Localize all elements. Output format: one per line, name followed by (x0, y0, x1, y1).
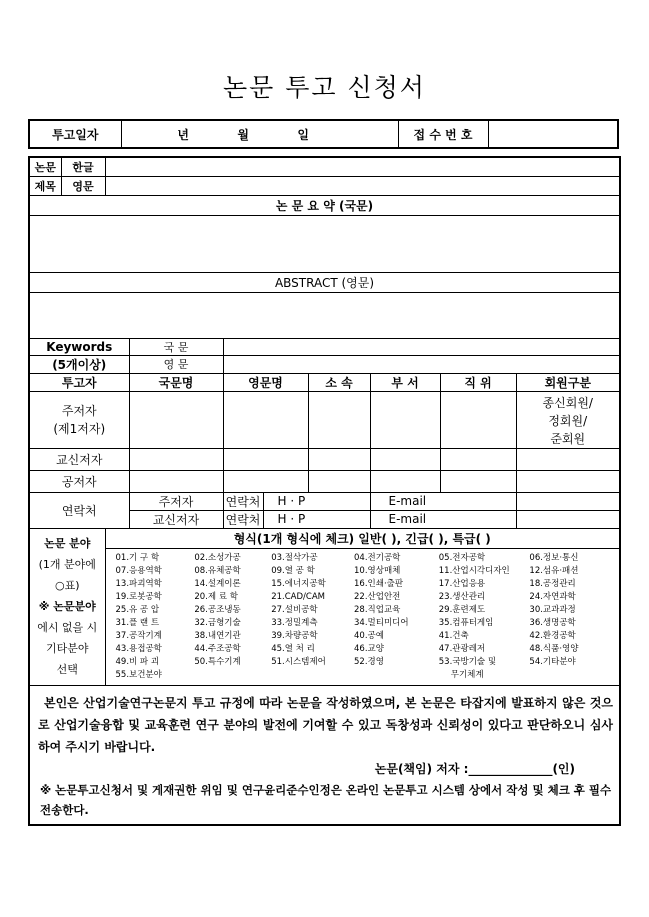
submission-notice: ※ 논문투고신청서 및 게재권한 위임 및 연구윤리준수인정은 온라인 논문투고 시스템 상에서 작성 및 체크 후 필수 전송한다. (40, 782, 612, 817)
field-column (525, 552, 619, 685)
field-option[interactable]: 41.건축 (438, 630, 469, 641)
field-column (435, 552, 526, 685)
paper-title-english-input[interactable] (105, 176, 620, 195)
field-option[interactable]: 48.식품·영양 (529, 643, 579, 654)
field-option[interactable]: 18.공정관리 (529, 578, 576, 589)
contact-label: 연락처 (29, 492, 129, 528)
author-header-korean-name: 국문명 (129, 373, 223, 391)
paper-title-label-2: 제목 (29, 176, 61, 195)
field-option[interactable]: 50.특수기계 (194, 656, 241, 667)
abstract-english-header: ABSTRACT (영문) (29, 272, 620, 292)
main-author-english-name[interactable] (223, 391, 308, 448)
field-option[interactable]: 09.열 공 학 (271, 565, 315, 576)
field-option[interactable]: 34.멀티미디어 (354, 617, 409, 628)
field-option[interactable]: 46.교양 (354, 643, 384, 654)
field-option[interactable]: 37.공작기계 (115, 630, 162, 641)
author-header-department: 부 서 (370, 373, 440, 391)
date-day-field[interactable]: 일 (251, 120, 311, 148)
field-column (106, 552, 191, 685)
author-header-english-name: 영문명 (223, 373, 308, 391)
application-form-table (28, 156, 621, 826)
contact-main-contact-label: 연락처 (223, 492, 263, 510)
contact-main-hp[interactable]: H · P (263, 492, 370, 510)
field-option[interactable]: 02.소성가공 (194, 552, 241, 563)
field-option[interactable]: 40.공예 (354, 630, 384, 641)
page-title: 논문 투고 신청서 (223, 73, 426, 102)
main-author-department[interactable] (370, 391, 440, 448)
declaration-cell (29, 685, 620, 825)
field-option[interactable]: 29.훈련제도 (438, 604, 486, 615)
contact-corresponding: 교신저자 (129, 510, 223, 528)
field-label: 논문 분야 (1개 분야에 ○표) ※ 논문분야 에시 없을 시 기타분야 선택 (29, 528, 105, 685)
main-author-korean-name[interactable] (129, 391, 223, 448)
field-option[interactable]: 03.절삭가공 (271, 552, 318, 563)
field-option[interactable]: 36.생명공학 (529, 617, 576, 628)
declaration-text: 본인은 산업기술연구논문지 투고 규정에 따라 논문을 작성하였으며, 본 논문은 타잡지에 발표하지 않은 것으로 산업기술융합 및 교육훈련 연구 분야의 발전에 기여할 수 있고 독창성과 신뢰성이 있다고 판단하오니 심사하여 주시기 바랍니다. (38, 695, 614, 754)
paper-title-korean-input[interactable] (105, 157, 620, 176)
author-header-member-type: 회원구분 (516, 373, 620, 391)
field-options-grid (106, 549, 620, 685)
field-options (105, 548, 620, 685)
field-option[interactable]: 28.직업교육 (354, 604, 401, 615)
field-option[interactable]: 55.보건분야 (115, 669, 162, 680)
keywords-english-label: 영 문 (129, 355, 223, 373)
field-option[interactable]: 12.섬유·패션 (529, 565, 579, 576)
field-option[interactable]: 05.전자공학 (438, 552, 486, 563)
field-option[interactable]: 07.응용역학 (115, 565, 162, 576)
field-option[interactable]: 11.산업시각디자인 (438, 565, 510, 576)
abstract-korean-input[interactable] (29, 215, 620, 272)
field-option[interactable]: 32.금형기술 (194, 617, 241, 628)
abstract-english-input[interactable] (29, 292, 620, 338)
receipt-number-field[interactable] (488, 120, 618, 148)
field-option[interactable]: 51.시스템제어 (271, 656, 326, 667)
co-author-label: 공저자 (29, 470, 129, 492)
field-option[interactable]: 33.정밀계측 (271, 617, 318, 628)
corresponding-author-label: 교신저자 (29, 448, 129, 470)
field-option[interactable]: 45.열 처 리 (271, 643, 315, 654)
date-year-field[interactable]: 년 (121, 120, 191, 148)
author-header-submitter: 투고자 (29, 373, 129, 391)
paper-title-label-1: 논문 (29, 157, 61, 176)
main-author-position[interactable] (440, 391, 516, 448)
submit-info-table (28, 119, 619, 149)
field-option[interactable]: 54.기타분야 (529, 656, 576, 667)
field-option[interactable]: 43.용접공학 (115, 643, 162, 654)
field-option[interactable]: 04.전기공학 (354, 552, 401, 563)
main-author-label: 주저자 (제1저자) (29, 391, 129, 448)
keywords-min-label: (5개이상) (29, 355, 129, 373)
contact-corr-contact-label: 연락처 (223, 510, 263, 528)
field-option[interactable]: 무기체계 (450, 669, 484, 680)
field-option[interactable]: 25.유 공 압 (115, 604, 160, 615)
keywords-korean-input[interactable] (223, 338, 620, 355)
receipt-number-label: 접 수 번 호 (398, 120, 488, 148)
field-option[interactable]: 10.영상매체 (354, 565, 401, 576)
contact-corr-hp[interactable]: H · P (263, 510, 370, 528)
field-option[interactable]: 23.생산관리 (438, 591, 486, 602)
field-option[interactable]: 13.파괴역학 (115, 578, 162, 589)
date-month-field[interactable]: 월 (191, 120, 251, 148)
field-option[interactable]: 39.차량공학 (271, 630, 318, 641)
field-option[interactable]: 24.자연과학 (529, 591, 576, 602)
paper-title-english-label: 영문 (61, 176, 105, 195)
field-option[interactable]: 49.비 파 괴 (115, 656, 160, 667)
contact-main-author: 주저자 (129, 492, 223, 510)
field-option[interactable]: 53.국방기술 및 (438, 656, 497, 667)
format-selector[interactable]: 형식(1개 형식에 체크) 일반( ), 긴급( ), 특급( ) (105, 528, 620, 548)
field-option[interactable]: 47.관광레저 (438, 643, 486, 654)
field-option[interactable]: 17.산업응용 (438, 578, 486, 589)
field-option[interactable]: 42.환경공학 (529, 630, 576, 641)
field-option[interactable]: 31.플 랜 트 (115, 617, 160, 628)
field-option[interactable]: 19.로봇공학 (115, 591, 162, 602)
author-signature[interactable]: 논문(책임) 저자 :______________(인) (374, 761, 576, 776)
field-option[interactable]: 06.정보·통신 (529, 552, 579, 563)
field-option[interactable]: 20.제 료 학 (194, 591, 238, 602)
member-type-cell[interactable]: 종신회원/ 정회원/ 준회원 (516, 391, 620, 448)
paper-title-korean-label: 한글 (61, 157, 105, 176)
field-option[interactable]: 15.에너지공학 (271, 578, 326, 589)
field-column (267, 552, 350, 685)
field-option[interactable]: 22.산업안전 (354, 591, 401, 602)
field-column (190, 552, 267, 685)
keywords-english-input[interactable] (223, 355, 620, 373)
field-option[interactable]: 26.공조냉동 (194, 604, 241, 615)
submit-date-label: 투고일자 (29, 120, 121, 148)
abstract-korean-header: 논 문 요 약 (국문) (29, 195, 620, 215)
main-author-affiliation[interactable] (308, 391, 370, 448)
field-option[interactable]: 14.설계이론 (194, 578, 241, 589)
contact-corr-email[interactable]: E-mail (370, 510, 516, 528)
field-option[interactable]: 27.설비공학 (271, 604, 318, 615)
field-option[interactable]: 44.주조공학 (194, 643, 241, 654)
field-option[interactable]: 35.컴퓨터게임 (438, 617, 494, 628)
field-option[interactable]: 16.인쇄·출판 (354, 578, 404, 589)
field-option[interactable]: 21.CAD/CAM (271, 591, 325, 602)
contact-main-email[interactable]: E-mail (370, 492, 516, 510)
field-option[interactable]: 30.교과과정 (529, 604, 576, 615)
field-column (350, 552, 435, 685)
field-option[interactable]: 01.기 구 학 (115, 552, 160, 563)
field-option[interactable]: 38.내연기관 (194, 630, 241, 641)
keywords-label: Keywords (29, 338, 129, 355)
author-header-position: 직 위 (440, 373, 516, 391)
field-option[interactable]: 52.경영 (354, 656, 384, 667)
keywords-korean-label: 국 문 (129, 338, 223, 355)
field-option[interactable]: 08.유체공학 (194, 565, 241, 576)
author-header-affiliation: 소 속 (308, 373, 370, 391)
